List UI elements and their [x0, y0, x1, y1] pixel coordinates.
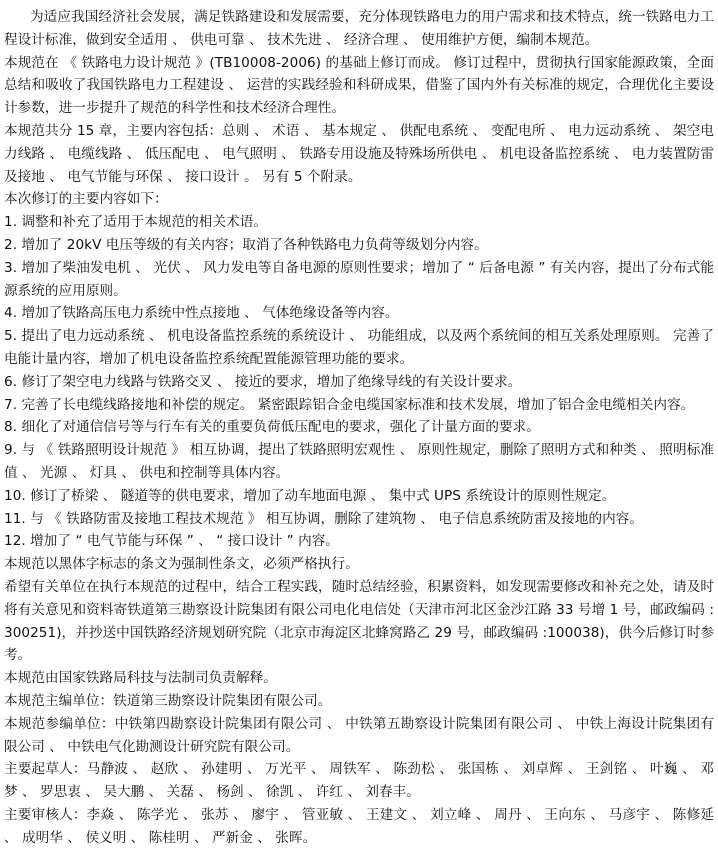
revision-item-3: 3. 增加了柴油发电机 、 光伏 、 风力发电等自备电源的原则性要求；增加了 “ 后备电源 ” 有关内容，提出了分布式能源系统的应用原则。 — [4, 259, 714, 299]
feedback-paragraph: 希望有关单位在执行本规范的过程中，结合工程实践，随时总结经验，积累资料，如发现需要修改和补充之处，请及时将有关意见和资料寄铁道第三勘察设计院集团有限公司电化电信处（天津市河北区金沙江路 33 号增 1 号，邮政编码 :300251)，并抄送中国铁路经济规划研究院（北京市海淀区北蜂窝路乙 29 号，邮政编码 :100038)，供今后修订时参考。 — [4, 578, 714, 664]
revision-item-6: 6. 修订了架空电力线路与铁路交叉 、 接近的要求，增加了绝缘导线的有关设计要求。 — [4, 373, 522, 390]
intro-paragraph: 为适应我国经济社会发展，满足铁路建设和发展需要，充分体现铁路电力的用户需求和技术特点，统一铁路电力工程设计标准，做到安全适用 、 供电可靠 、 技术先进 、 经济合理 、 使用维护方便，编制本规范。 — [4, 9, 714, 48]
revision-item-5: 5. 提出了电力远动系统 、 机电设备监控系统的系统设计 、 功能组成，以及两个系统间的相互关系处理原则。 完善了电能计量内容，增加了机电设备监控系统配置能源管理功能的要求。 — [4, 328, 714, 367]
mandatory-clause-note: 本规范以黑体字标志的条文为强制性条文，必须严格执行。 — [4, 556, 359, 573]
participating-units: 本规范参编单位：中铁第四勘察设计院集团有限公司 、 中铁第五勘察设计院集团有限公司 、 中铁上海设计院集团有限公司 、 中铁电气化勘测设计研究院有限公司。 — [4, 715, 714, 755]
revision-heading: 本次修订的主要内容如下： — [4, 191, 168, 208]
revision-basis-paragraph: 本规范在 《 铁路电力设计规范 》(TB10008-2006) 的基础上修订而成。 修订过程中，贯彻执行国家能源政策，全面总结和吸收了我国铁路电力工程建设 、 运营的实践经验和科研成果，借鉴了国内外有关标准的规定，合理优化主要设计参数，进一步提升了规范的科学性和技术经济合理性。 — [4, 54, 714, 117]
main-drafters: 主要起草人：马静波 、 赵欣 、 孙建明 、 万光平 、 周铁军 、 陈劲松 、 张国栋 、 刘卓辉 、 王剑铭 、 叶巍 、 邓梦 、 罗思衷 、 吴大鹏 、 关磊 、 杨剑 、 徐凯 、 许红 、 刘春丰。 — [4, 761, 714, 801]
revision-item-11: 11. 与 《 铁路防雷及接地工程技术规范 》 相互协调，删除了建筑物 、 电子信息系统防雷及接地的内容。 — [4, 510, 644, 527]
revision-item-1: 1. 调整和补充了适用于本规范的相关术语。 — [4, 214, 268, 231]
revision-item-8: 8. 细化了对通信信号等与行车有关的重要负荷低压配电的要求，强化了计量方面的要求。 — [4, 419, 540, 436]
revision-item-2: 2. 增加了 20kV 电压等级的有关内容；取消了各种铁路电力负荷等级划分内容。 — [4, 236, 488, 253]
interpretation-note: 本规范由国家铁路局科技与法制司负责解释。 — [4, 670, 277, 687]
contents-paragraph: 本规范共分 15 章，主要内容包括：总则 、 术语 、 基本规定 、 供配电系统 、 变配电所 、 电力远动系统 、 架空电力线路 、 电缆线路 、 低压配电 、 电气照明 、 铁路专用设施及特殊场所供电 、 机电设备监控系统 、 电力装置防雷及接地 、 电气节能与环保 、 接口设计 。 另有 5 个附录。 — [4, 122, 714, 185]
revision-item-7: 7. 完善了长电缆线路接地和补偿的规定。 紧密跟踪铝合金电缆国家标准和技术发展，增加了铝合金电缆相关内容。 — [4, 396, 695, 413]
revision-item-12: 12. 增加了 “ 电气节能与环保 ” 、 “ 接口设计 ” 内容。 — [4, 533, 340, 550]
main-reviewers: 主要审核人：李焱 、 陈学光 、 张苏 、 廖宇 、 管亚敏 、 王建文 、 刘立峰 、 周丹 、 王向东 、 马彦宇 、 陈修延 、 成明华 、 侯义明 、 陈桂明 、 严新金 、 张晖。 — [4, 806, 714, 846]
revision-item-10: 10. 修订了桥梁 、 隧道等的供电要求，增加了动车地面电源 、 集中式 UPS 系统设计的原则性规定。 — [4, 487, 616, 504]
chief-editor-unit: 本规范主编单位：铁道第三勘察设计院集团有限公司。 — [4, 692, 332, 709]
revision-item-9: 9. 与 《 铁路照明设计规范 》 相互协调，提出了铁路照明宏观性 、 原则性规定，删除了照明方式和种类 、 照明标准值 、 光源 、 灯具 、 供电和控制等具体内容。 — [4, 442, 714, 481]
revision-item-4: 4. 增加了铁路高压电力系统中性点接地 、 气体绝缘设备等内容。 — [4, 305, 399, 322]
